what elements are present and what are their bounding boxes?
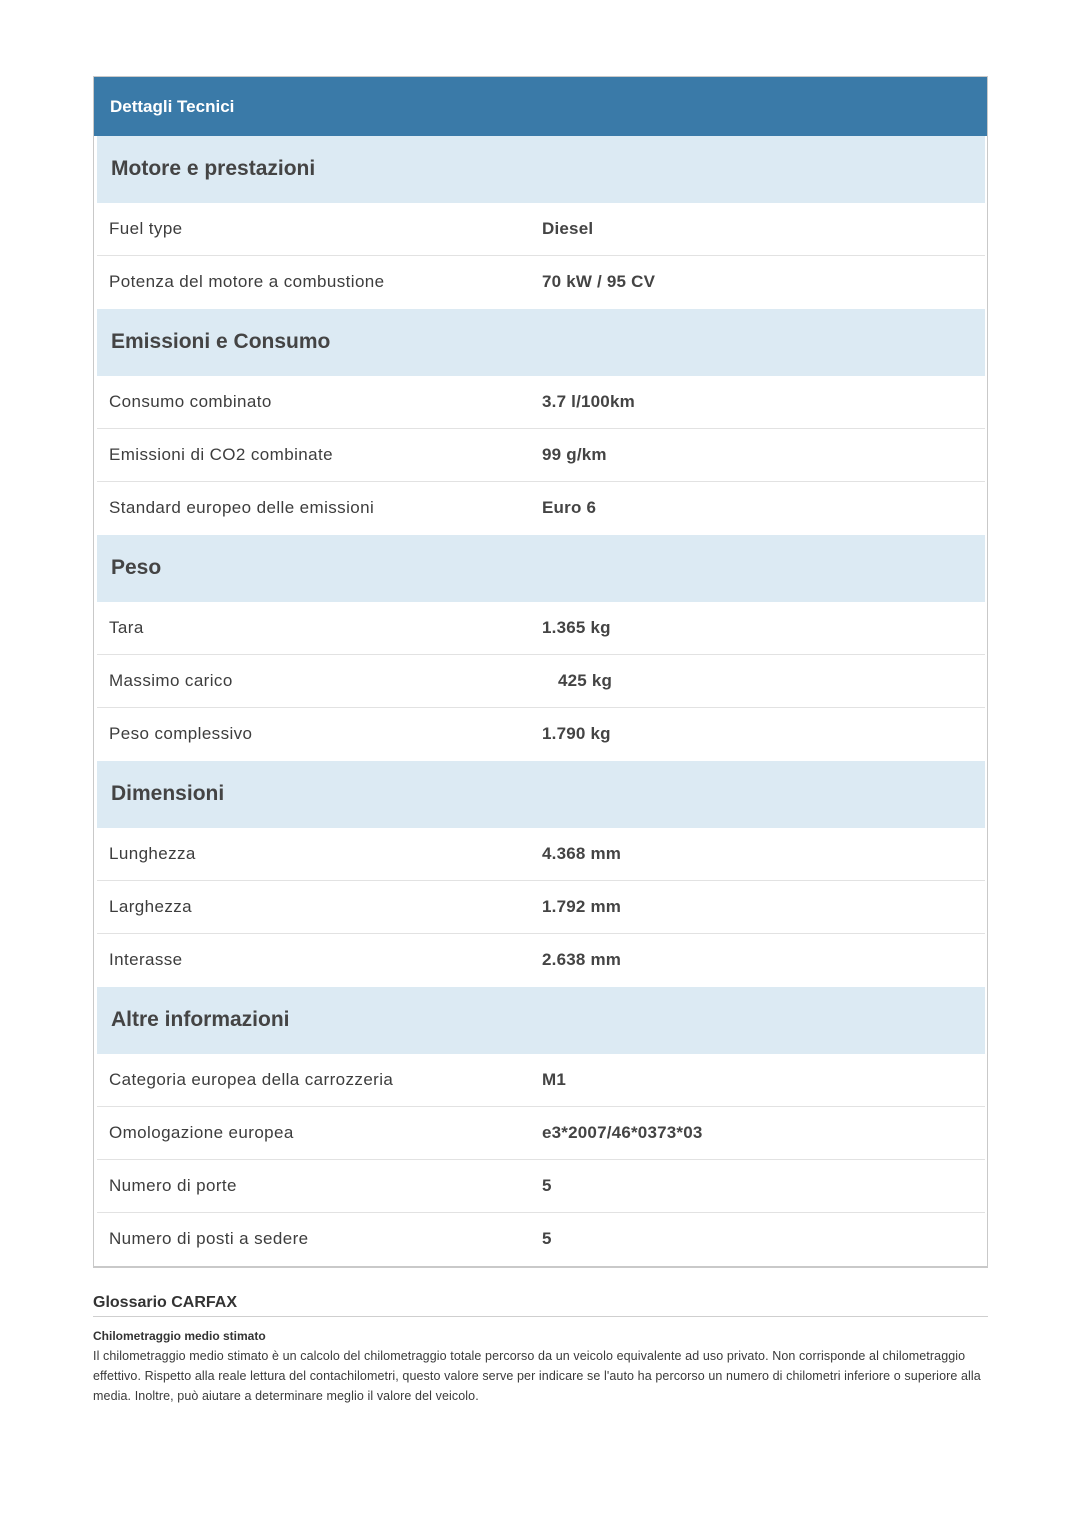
section-title-engine: Motore e prestazioni: [97, 136, 985, 203]
glossary-term: Chilometraggio medio stimato: [93, 1329, 266, 1343]
table-row: [97, 708, 985, 761]
table-row: [97, 482, 985, 535]
table-row: [97, 1160, 985, 1213]
glossary-definition: Il chilometraggio medio stimato è un calcolo del chilometraggio totale percorso da un veicolo equivalente ad uso privato. Non corrisponde al chilometraggio effettivo. Rispetto alla reale lettura del contachilometri, questo valore serve per indicare se l'auto ha percorso un numero di chilometri inferiore o superiore alla media. Inoltre, può aiutare a determinare meglio il valore del veicolo.: [93, 1349, 981, 1403]
card-body: [94, 136, 987, 1266]
row-value: Diesel: [542, 219, 594, 238]
table-row: [97, 256, 985, 309]
row-value: 2.638 mm: [542, 950, 622, 969]
table-row: [97, 203, 985, 256]
row-value: M1: [542, 1070, 567, 1089]
row-value: 5: [542, 1229, 552, 1248]
section-title-dimensions: Dimensioni: [97, 761, 985, 828]
row-value: e3*2007/46*0373*03: [542, 1123, 703, 1142]
row-label: Omologazione europea: [109, 1123, 294, 1142]
row-label: Numero di posti a sedere: [109, 1229, 309, 1248]
technical-details-card: [93, 76, 988, 1268]
row-label: Numero di porte: [109, 1176, 237, 1195]
glossary-title: Glossario CARFAX: [93, 1294, 988, 1317]
table-row: [97, 655, 985, 708]
row-value: 3.7 l/100km: [542, 392, 635, 411]
row-label: Potenza del motore a combustione: [109, 272, 385, 291]
row-value: 4.368 mm: [542, 844, 622, 863]
table-row: [97, 934, 985, 987]
row-label: Categoria europea della carrozzeria: [109, 1070, 394, 1089]
row-label: Fuel type: [109, 219, 183, 238]
table-row: [97, 1107, 985, 1160]
glossary: [93, 1294, 988, 1406]
row-label: Emissioni di CO2 combinate: [109, 445, 333, 464]
table-row: [97, 602, 985, 655]
table-row: [97, 429, 985, 482]
row-label: Interasse: [109, 950, 183, 969]
table-row: [97, 828, 985, 881]
row-value: Euro 6: [542, 498, 597, 517]
row-value: 1.790 kg: [542, 724, 611, 743]
row-value: 99 g/km: [542, 445, 607, 464]
row-label: Lunghezza: [109, 844, 196, 863]
row-value: 1.792 mm: [542, 897, 622, 916]
section-title-emissions: Emissioni e Consumo: [97, 309, 985, 376]
section-title-weight: Peso: [97, 535, 985, 602]
row-label: Tara: [109, 618, 144, 637]
card-header-title: Dettagli Tecnici: [94, 77, 987, 136]
row-value: 5: [542, 1176, 552, 1195]
section-title-other-info: Altre informazioni: [97, 987, 985, 1054]
row-label: Standard europeo delle emissioni: [109, 498, 375, 517]
row-label: Peso complessivo: [109, 724, 253, 743]
row-label: Consumo combinato: [109, 392, 272, 411]
row-value: 1.365 kg: [542, 618, 611, 637]
row-value: 425 kg: [558, 671, 613, 690]
table-row: [97, 881, 985, 934]
table-row: [97, 1213, 985, 1266]
row-value: 70 kW / 95 CV: [542, 272, 656, 291]
row-label: Massimo carico: [109, 671, 233, 690]
row-label: Larghezza: [109, 897, 192, 916]
table-row: [97, 376, 985, 429]
table-row: [97, 1054, 985, 1107]
